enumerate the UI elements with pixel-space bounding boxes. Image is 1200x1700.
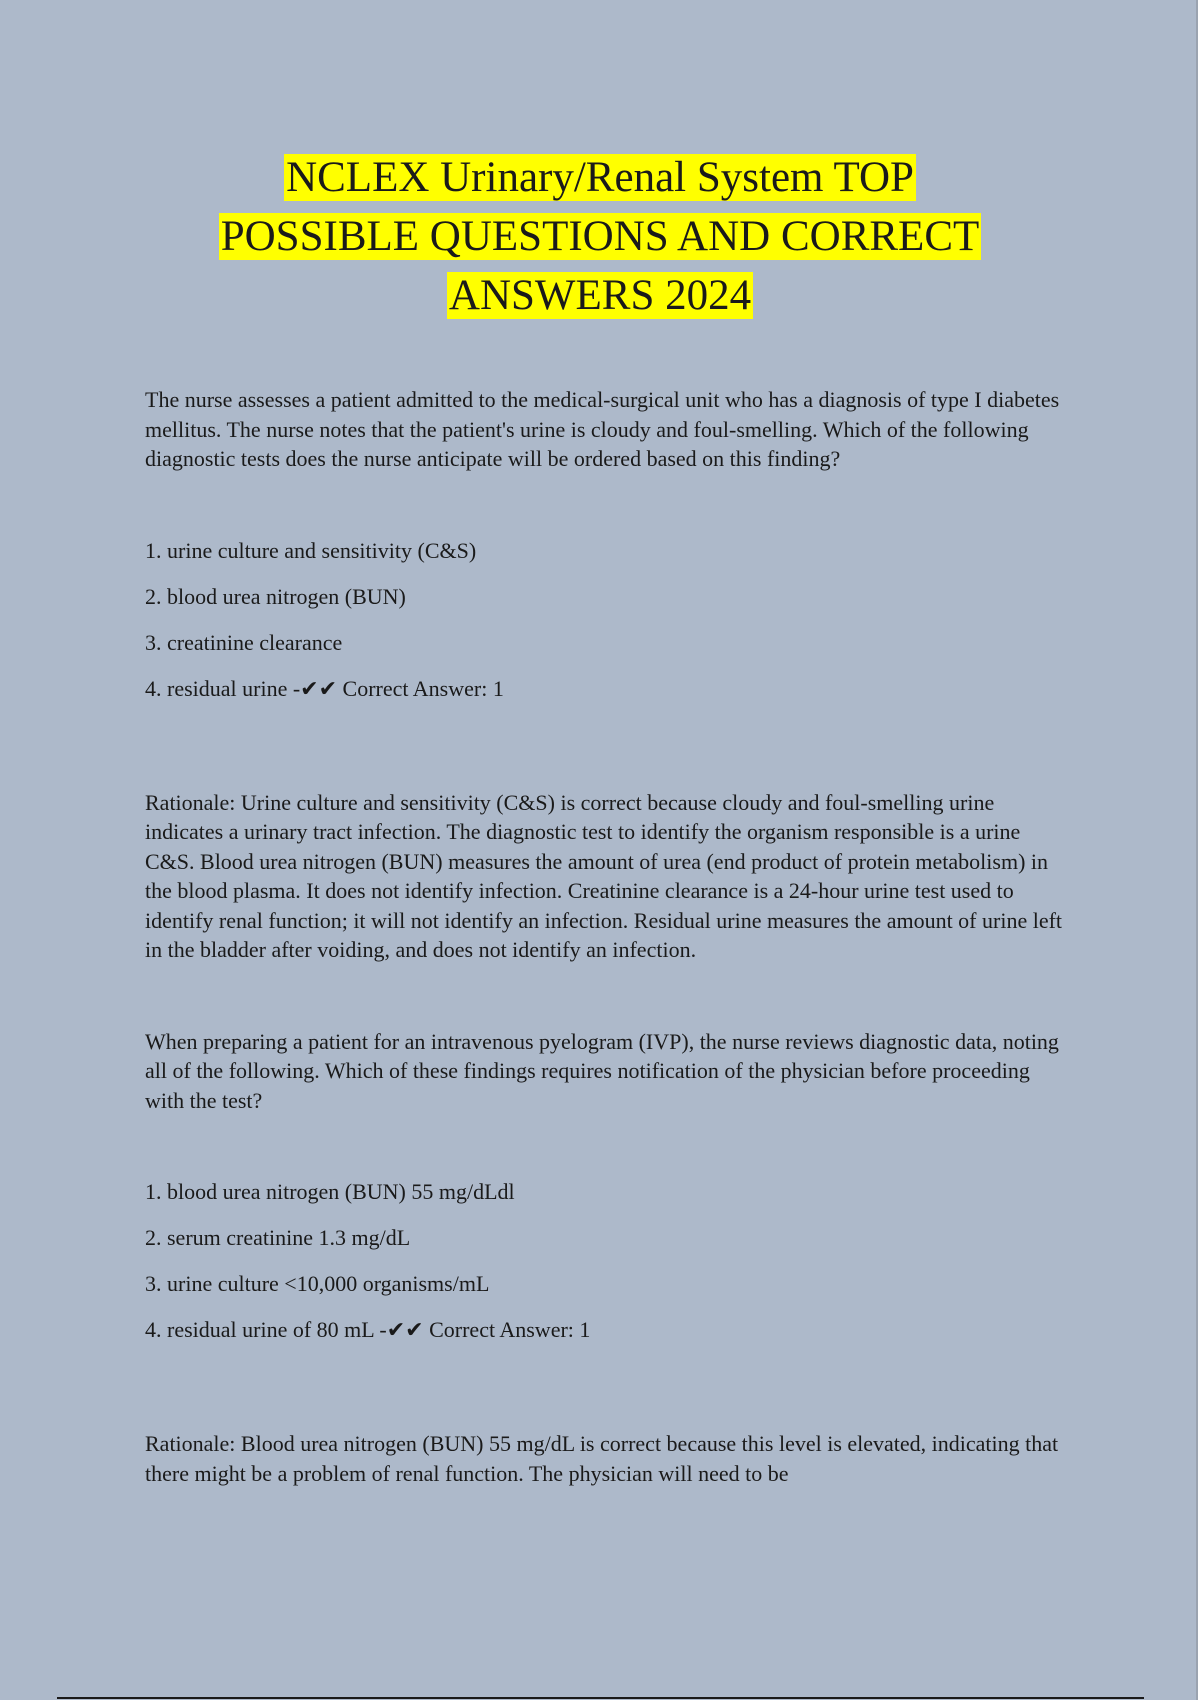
question-1-option-4: 4. residual urine -✔✔ Correct Answer: 1 bbox=[145, 675, 504, 701]
question-1-option-3: 3. creatinine clearance bbox=[145, 629, 343, 655]
question-2-option-4: 4. residual urine of 80 mL -✔✔ Correct Answer: 1 bbox=[145, 1317, 591, 1342]
question-2-option-1: 1. blood urea nitrogen (BUN) 55 mg/dLdl bbox=[145, 1179, 515, 1204]
question-1-stem: The nurse assesses a patient admitted to the medical-surgical unit who has a diagnosis of type I diabetes mellitus. The nurse notes that the patient's urine is cloudy and foul-smelling. Which of the following diagnostic tests does the nurse anticipate will be ordered based on this finding? bbox=[145, 387, 1060, 471]
question-2-rationale: Rationale: Blood urea nitrogen (BUN) 55 mg/dL is correct because this level is elevated, indicating that there might be a problem of renal function. The physician will need to be bbox=[145, 1431, 1059, 1486]
title-line-3: ANSWERS 2024 bbox=[448, 272, 752, 319]
document-title bbox=[100, 148, 1100, 325]
question-2-options bbox=[145, 1177, 1065, 1361]
question-1-rationale: Rationale: Urine culture and sensitivity (C&S) is correct because cloudy and foul-smelling urine indicates a urinary tract infection. The diagnostic test to identify the organism responsible is a urine C&S. Blood urea nitrogen (BUN) measures the amount of urea (end product of protein metabolism) in the blood plasma. It does not identify infection. Creatinine clearance is a 24-hour urine test used to identify renal function; it will not identify an infection. Residual urine measures the amount of urine left in the bladder after voiding, and does not identify an infection. bbox=[145, 789, 1063, 962]
page-bottom-divider bbox=[57, 1697, 1144, 1699]
question-2-option-2: 2. serum creatinine 1.3 mg/dL bbox=[145, 1225, 411, 1250]
document-body bbox=[145, 385, 1065, 1488]
question-1-option-1: 1. urine culture and sensitivity (C&S) bbox=[145, 537, 477, 563]
question-2-stem: When preparing a patient for an intravenous pyelogram (IVP), the nurse reviews diagnostic data, noting all of the following. Which of these findings requires notification of the physician before proceeding with the test? bbox=[145, 1028, 1059, 1113]
question-1-options bbox=[145, 536, 1065, 720]
question-2-option-3: 3. urine culture <10,000 organisms/mL bbox=[145, 1271, 490, 1296]
title-line-2: POSSIBLE QUESTIONS AND CORRECT bbox=[220, 213, 980, 260]
title-line-1: NCLEX Urinary/Renal System TOP bbox=[286, 154, 914, 201]
question-1-option-2: 2. blood urea nitrogen (BUN) bbox=[145, 583, 406, 609]
